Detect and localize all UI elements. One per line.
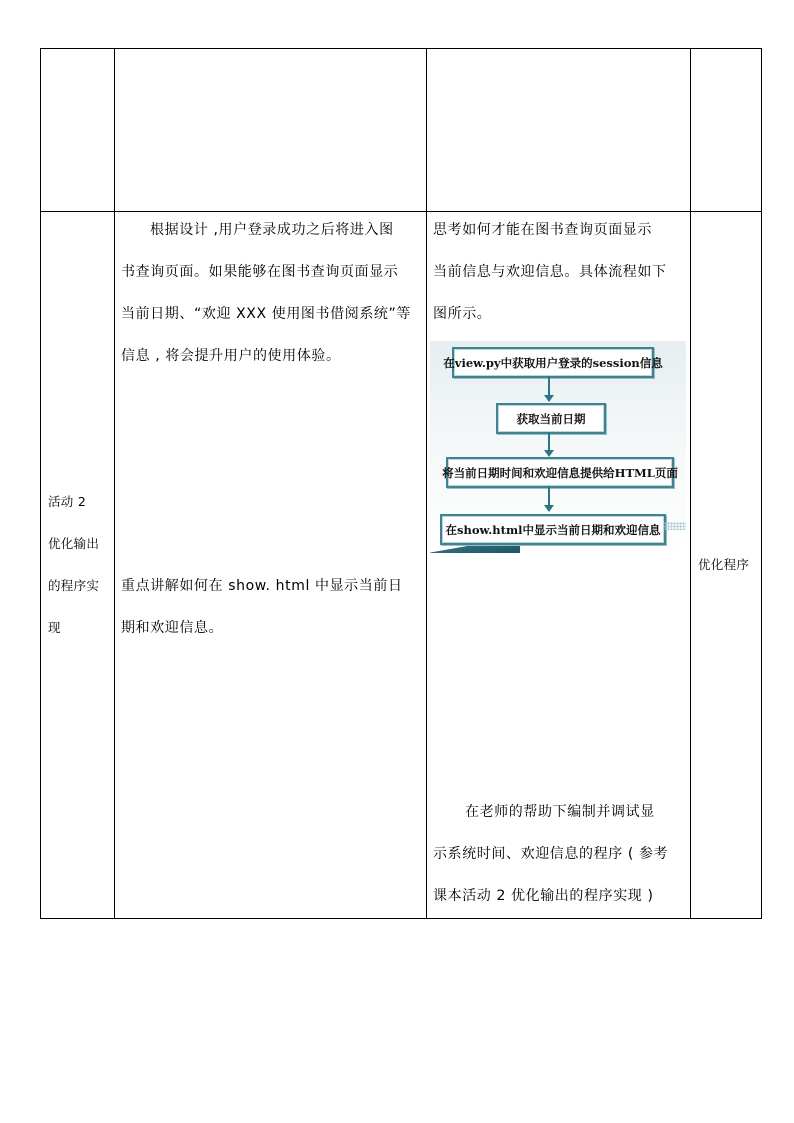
flow-step-1: 在view.py中获取用户登录的session信息	[452, 347, 654, 378]
teacher-text: 期和欢迎信息。	[121, 620, 224, 636]
teacher-text: 当前日期、“欢迎 XXX 使用图书借阅系统”等	[121, 306, 411, 322]
student-text: 图所示。	[433, 306, 492, 322]
table-border-bottom	[40, 918, 762, 919]
decorative-dots	[664, 522, 686, 530]
student-text: 示系统时间、欢迎信息的程序 ( 参考	[433, 846, 669, 862]
column-divider-1	[114, 48, 115, 919]
activity-label: 的程序实	[48, 578, 100, 593]
table-border-right	[761, 48, 762, 919]
flow-arrow	[548, 486, 550, 506]
student-text: 在老师的帮助下编制并调试显	[465, 804, 655, 820]
flow-step-2: 获取当前日期	[496, 403, 606, 434]
activity-label: 活动 2	[48, 494, 87, 509]
flow-step-3: 将当前日期时间和欢迎信息提供给HTML页面	[446, 457, 674, 488]
lesson-table	[40, 48, 762, 919]
student-text: 当前信息与欢迎信息。具体流程如下	[433, 264, 667, 280]
flow-arrow	[548, 376, 550, 396]
table-border-top	[40, 48, 762, 49]
purpose-label: 优化程序	[698, 557, 750, 572]
teacher-text: 书查询页面。如果能够在图书查询页面显示	[121, 264, 399, 280]
flow-arrow	[548, 432, 550, 451]
student-text: 课本活动 2 优化输出的程序实现 )	[433, 888, 654, 904]
activity-label: 现	[48, 620, 61, 635]
row-divider	[40, 211, 762, 212]
activity-label: 优化输出	[48, 536, 100, 551]
teacher-text: 重点讲解如何在 show. html 中显示当前日	[121, 578, 403, 594]
teacher-text: 根据设计 ,用户登录成功之后将进入图	[150, 222, 394, 238]
table-border-left	[40, 48, 41, 919]
teacher-text: 信息 , 将会提升用户的使用体验。	[121, 348, 341, 364]
column-divider-2	[426, 48, 427, 919]
column-divider-3	[690, 48, 691, 919]
student-text: 思考如何才能在图书查询页面显示	[433, 222, 652, 238]
flowchart-image	[430, 341, 686, 553]
flow-step-4: 在show.html中显示当前日期和欢迎信息	[440, 514, 666, 545]
